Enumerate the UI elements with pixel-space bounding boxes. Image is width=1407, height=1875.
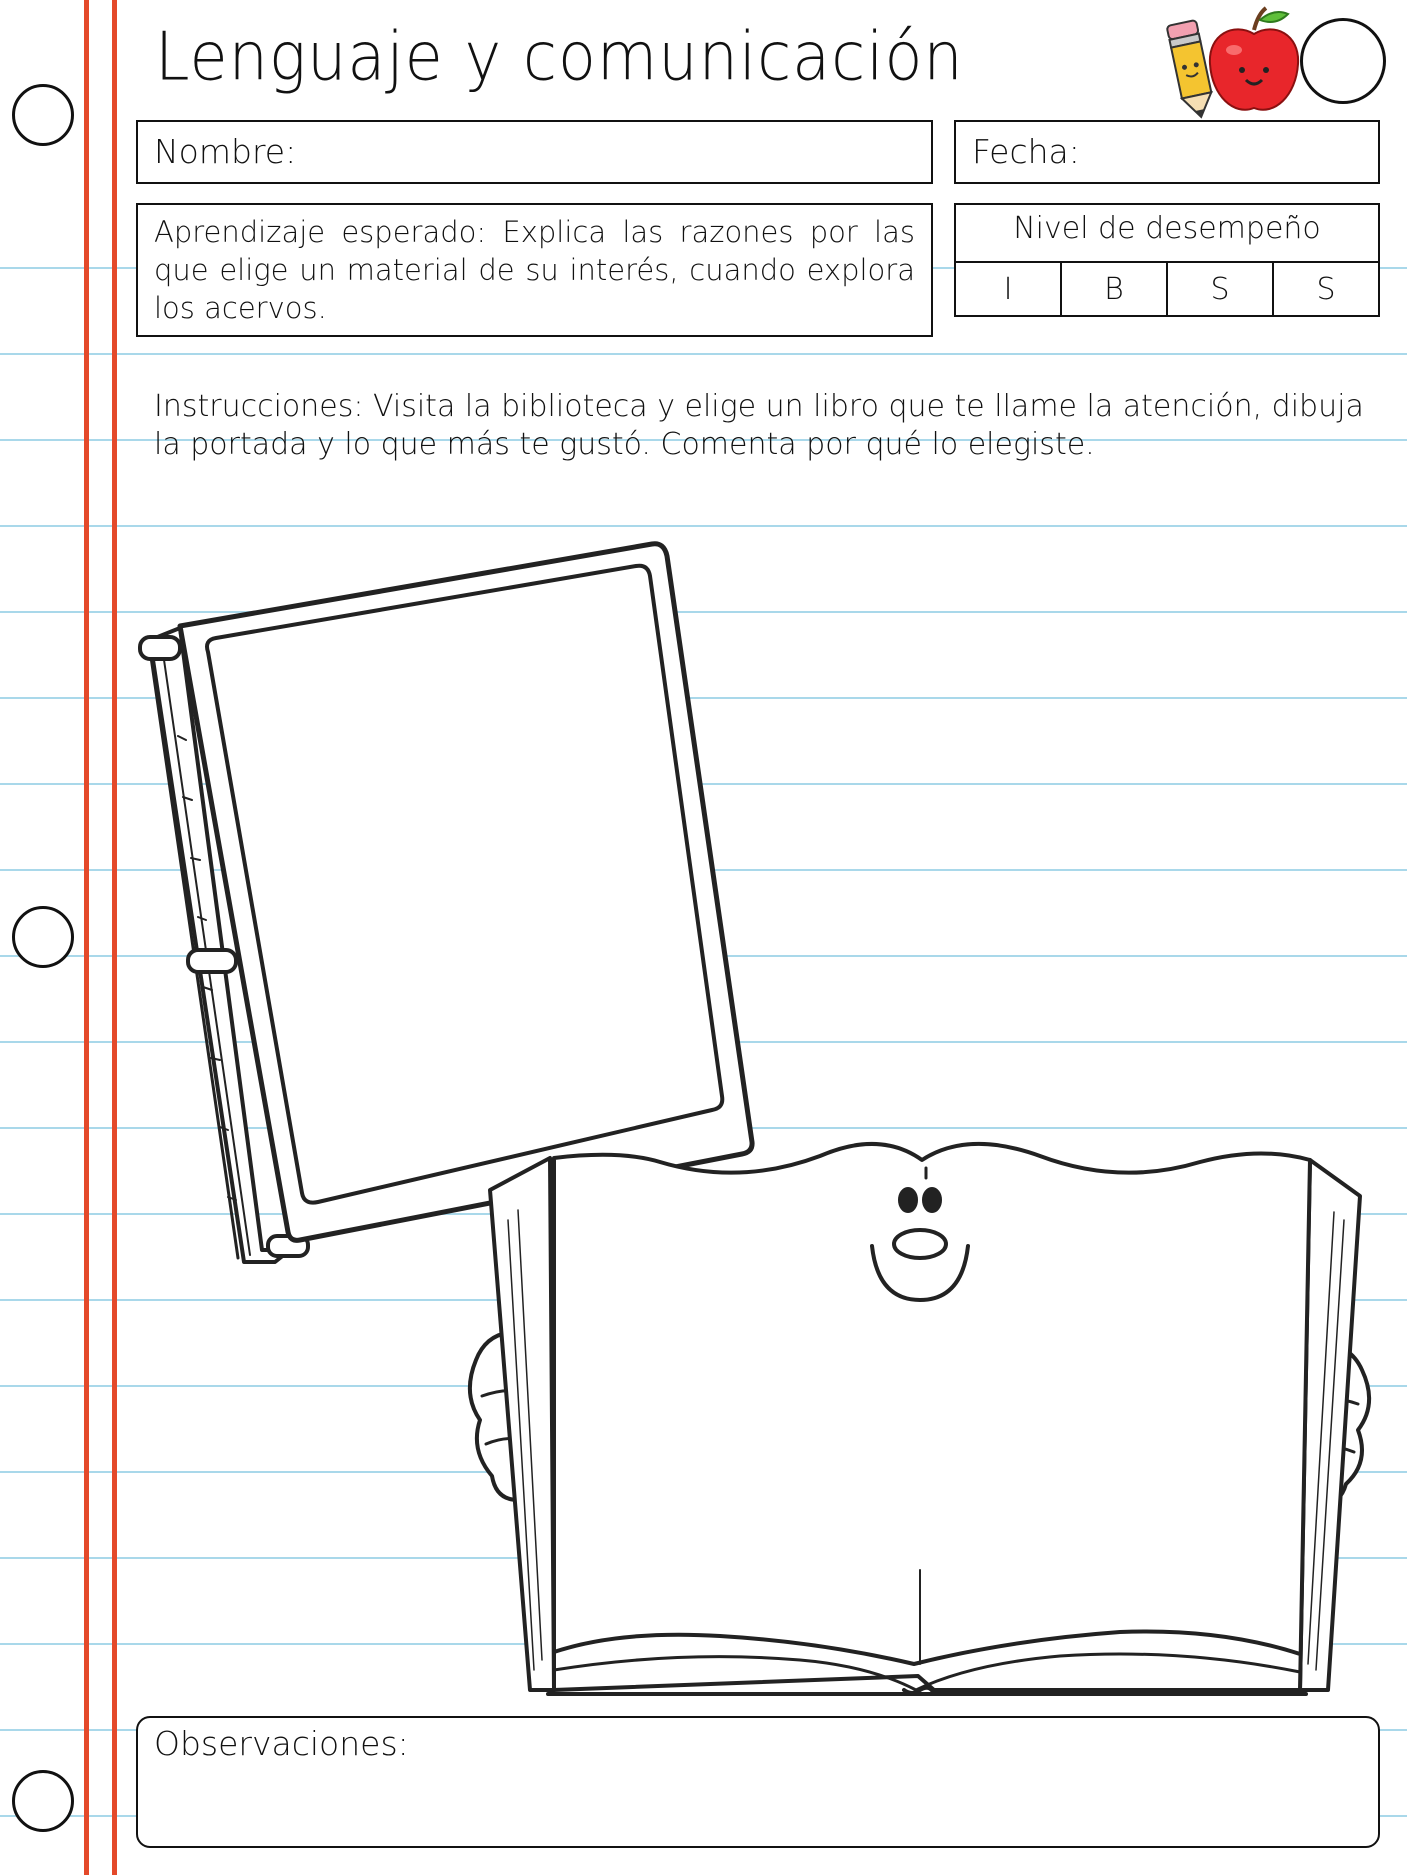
margin-line-left: [84, 0, 89, 1875]
learning-box: [136, 203, 933, 337]
page-title: Lenguaje y comunicación: [155, 17, 964, 96]
learning-text: Aprendizaje esperado: Explica las razones por las que elige un material de su interés, cuando explora los acervos.: [154, 215, 915, 325]
date-field[interactable]: [954, 120, 1380, 184]
performance-title: Nivel de desempeño: [1013, 211, 1321, 246]
binder-hole-middle: [12, 906, 74, 968]
level-cell[interactable]: S: [1316, 271, 1336, 307]
binder-hole-bottom: [12, 1770, 74, 1832]
observations-box[interactable]: [136, 1716, 1380, 1848]
performance-levels: [956, 261, 1378, 315]
date-label: Fecha:: [972, 132, 1080, 171]
level-cell[interactable]: S: [1168, 263, 1274, 315]
name-field[interactable]: [136, 120, 933, 184]
blank-circle: [1300, 18, 1386, 104]
binder-hole-top: [12, 84, 74, 146]
performance-table: [954, 203, 1380, 317]
level-cell[interactable]: B: [1062, 263, 1168, 315]
instructions-text: Instrucciones: Visita la biblioteca y elige un libro que te llame la atención, dibuja la portada y lo que más te gustó. Comenta por qué lo elegiste.: [154, 389, 1364, 462]
apple-icon: [1204, 4, 1304, 120]
level-cell[interactable]: I: [956, 263, 1062, 315]
name-label: Nombre:: [154, 132, 297, 171]
observations-label: Observaciones:: [154, 1724, 409, 1763]
margin-line-right: [112, 0, 117, 1875]
